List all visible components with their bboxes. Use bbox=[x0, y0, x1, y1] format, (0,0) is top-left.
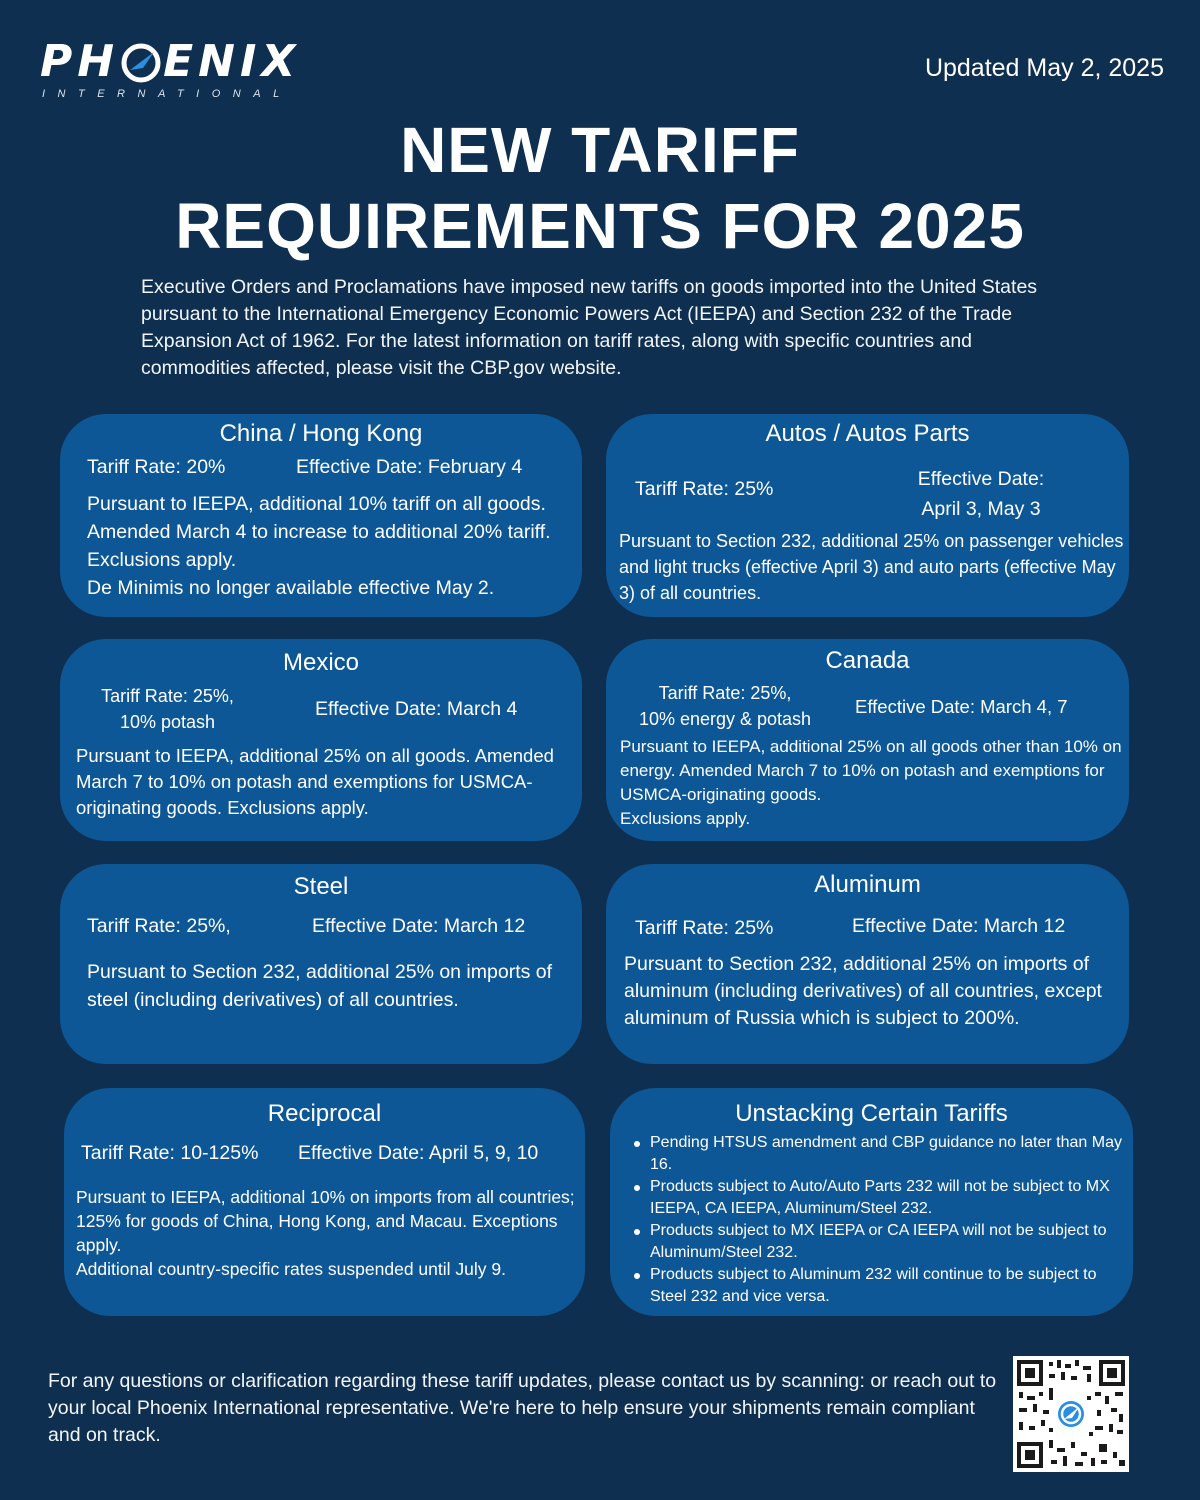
card-title: Reciprocal bbox=[267, 1100, 382, 1127]
effective-date: Effective Date: March 4, 7 bbox=[855, 696, 1068, 717]
card-reciprocal bbox=[64, 1088, 585, 1316]
card-unstacking-tariffs bbox=[610, 1088, 1133, 1316]
title-line-1: NEW TARIFF bbox=[400, 114, 800, 186]
effective-date: Effective Date: March 4 bbox=[315, 698, 518, 720]
card-description: Pursuant to Section 232, additional 25% on imports of aluminum (including derivatives) of all countries, except aluminum of Russia which is subject to 200%. bbox=[624, 953, 1102, 1029]
card-title: Unstacking Certain Tariffs bbox=[735, 1100, 1008, 1127]
card-autos-parts bbox=[606, 414, 1129, 617]
brand-logo bbox=[40, 36, 320, 102]
tariff-rate: Tariff Rate: 25% bbox=[635, 917, 774, 939]
card-description: Pursuant to IEEPA, additional 10% on imports from all countries; 125% for goods of China, Hong Kong, and Macau. Exceptions apply. Additional country-specific rates suspended until July 9. bbox=[76, 1187, 575, 1279]
card-title: China / Hong Kong bbox=[219, 420, 423, 447]
tariff-rate: Tariff Rate: 25%, bbox=[87, 915, 231, 937]
card-title: Mexico bbox=[282, 649, 360, 676]
card-title: Canada bbox=[825, 647, 910, 674]
updated-date: Updated May 2, 2025 bbox=[924, 54, 1164, 82]
tariff-rate: Tariff Rate: 25%, 10% energy & potash bbox=[638, 683, 812, 729]
brand-subtitle: INTERNATIONAL bbox=[42, 88, 292, 100]
effective-date: Effective Date: April 5, 9, 10 bbox=[298, 1142, 539, 1164]
card-description: Pursuant to Section 232, additional 25% on imports of steel (including derivatives) of all countries. bbox=[87, 961, 553, 1011]
effective-date: Effective Date: March 12 bbox=[852, 915, 1066, 937]
card-canada bbox=[606, 639, 1129, 841]
card-description: Pursuant to Section 232, additional 25% on passenger vehicles and light trucks (effective April 3) and auto parts (effective May 3) of all countries. bbox=[619, 531, 1124, 603]
card-mexico bbox=[60, 639, 582, 841]
brand-wordmark: PH ENIX bbox=[40, 36, 301, 87]
card-steel bbox=[60, 864, 582, 1064]
card-aluminum bbox=[606, 864, 1129, 1064]
list-item: Pending HTSUS amendment and CBP guidance no later than May 16. bbox=[630, 1132, 1125, 1176]
card-description: Pursuant to IEEPA, additional 25% on all goods other than 10% on energy. Amended March 7 to 10% on potash and exemptions for USMCA-originating goods. Exclusions apply. bbox=[620, 737, 1122, 828]
tariff-rate: Tariff Rate: 10-125% bbox=[81, 1142, 259, 1164]
intro-text: Executive Orders and Proclamations have imposed new tariffs on goods imported into the United States pursuant to the International Emergency Economic Powers Act (IEEPA) and Section 232 of the Trade Expansion Act of 1962. For the latest information on tariff rates, along with specific countries and commodities affected, please visit the CBP.gov website. bbox=[141, 276, 1038, 379]
tariff-rate: Tariff Rate: 25% bbox=[635, 478, 774, 500]
list-item: Products subject to Auto/Auto Parts 232 will not be subject to MX IEEPA, CA IEEPA, Aluminum/Steel 232. bbox=[630, 1176, 1125, 1220]
card-description: Pursuant to IEEPA, additional 25% on all goods. Amended March 7 to 10% on potash and exemptions for USMCA-originating goods. Exclusions apply. bbox=[76, 745, 554, 818]
title-line-2: REQUIREMENTS FOR 2025 bbox=[175, 190, 1025, 262]
footer-contact-text: For any questions or clarification regarding these tariff updates, please contact us by scanning: or reach out to your local Phoenix International representative. We're here to help ensure your shipments remain compliant and on track. bbox=[48, 1370, 997, 1446]
tariff-rate: Tariff Rate: 20% bbox=[87, 456, 226, 478]
card-title: Steel bbox=[293, 873, 349, 900]
effective-date: Effective Date: February 4 bbox=[296, 456, 523, 478]
card-title: Aluminum bbox=[814, 871, 921, 898]
card-description: Pursuant to IEEPA, additional 10% tariff on all goods. Amended March 4 to increase to additional 20% tariff. Exclusions apply. De Minimis no longer available effective May 2. bbox=[87, 493, 551, 599]
list-item: Products subject to Aluminum 232 will continue to be subject to Steel 232 and vice versa. bbox=[630, 1264, 1125, 1308]
unstacking-bullet-list bbox=[630, 1132, 1125, 1308]
effective-date: Effective Date: March 12 bbox=[312, 915, 526, 937]
tariff-rate: Tariff Rate: 25%, 10% potash bbox=[101, 686, 234, 732]
qr-code-icon[interactable] bbox=[1013, 1356, 1129, 1472]
page-title bbox=[0, 112, 1200, 264]
phoenix-bird-icon bbox=[121, 43, 161, 83]
card-title: Autos / Autos Parts bbox=[765, 420, 970, 447]
card-china-hong-kong bbox=[60, 414, 582, 617]
effective-date: Effective Date: April 3, May 3 bbox=[917, 468, 1045, 520]
list-item: Products subject to MX IEEPA or CA IEEPA will not be subject to Aluminum/Steel 232. bbox=[630, 1220, 1125, 1264]
